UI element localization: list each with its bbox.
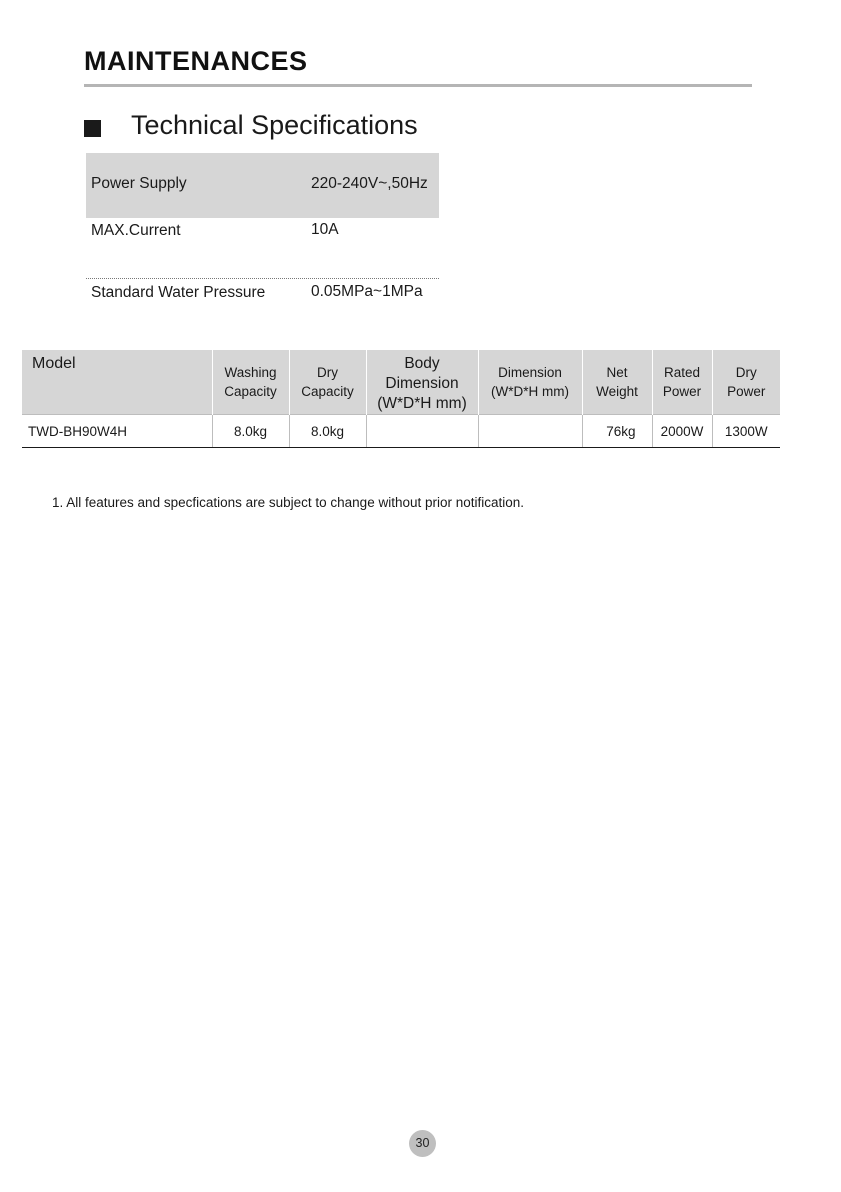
cell-net-weight: 76kg bbox=[582, 415, 652, 448]
spec-row-water-pressure bbox=[86, 278, 439, 305]
header-rated-power bbox=[652, 350, 712, 415]
cell-model: TWD-BH90W4H bbox=[22, 415, 212, 448]
spec-list bbox=[86, 153, 439, 305]
cell-dry-capacity: 8.0kg bbox=[289, 415, 366, 448]
dotted-divider bbox=[86, 278, 439, 279]
header-dry-capacity bbox=[289, 350, 366, 415]
header-label: Dimension bbox=[498, 365, 562, 380]
header-label: (W*D*H mm) bbox=[377, 395, 467, 412]
header-dimension bbox=[478, 350, 582, 415]
header-label: Dry bbox=[735, 365, 757, 380]
spec-value: 0.05MPa~1MPa bbox=[311, 283, 423, 300]
spec-label: Power Supply bbox=[91, 175, 187, 192]
header-label: Model bbox=[32, 355, 76, 372]
table-row bbox=[22, 415, 780, 448]
header-net-weight bbox=[582, 350, 652, 415]
cell-rated-power: 2000W bbox=[652, 415, 712, 448]
header-label: Dry bbox=[317, 365, 338, 380]
page-number-badge: 30 bbox=[409, 1130, 436, 1157]
cell-body-dimension bbox=[366, 415, 478, 448]
spec-value: 220-240V~,50Hz bbox=[311, 175, 428, 192]
page-title: MAINTENANCES bbox=[84, 46, 308, 76]
header-label: Power bbox=[727, 384, 766, 399]
spec-row-max-current bbox=[86, 218, 439, 278]
cell-dimension bbox=[478, 415, 582, 448]
model-spec-table bbox=[22, 350, 780, 448]
header-label: Power bbox=[662, 384, 702, 399]
cell-washing-capacity: 8.0kg bbox=[212, 415, 289, 448]
header-label: Capacity bbox=[224, 384, 277, 399]
header-label: Weight bbox=[596, 384, 638, 399]
header-label: Body Dimension bbox=[385, 355, 459, 392]
header-label: Washing bbox=[224, 365, 277, 380]
header-dry-power bbox=[712, 350, 780, 415]
table-header-row bbox=[22, 350, 780, 415]
header-label: Rated bbox=[663, 365, 701, 380]
header-label: Capacity bbox=[301, 384, 354, 399]
header-body-dimension bbox=[366, 350, 478, 415]
spec-label: MAX.Current bbox=[91, 222, 181, 239]
header-label: (W*D*H mm) bbox=[491, 384, 569, 399]
cell-dry-power: 1300W bbox=[712, 415, 780, 448]
title-divider bbox=[84, 84, 752, 87]
spec-value: 10A bbox=[311, 221, 339, 238]
section-heading: Technical Specifications bbox=[131, 110, 418, 140]
header-model bbox=[22, 350, 212, 415]
footnote: 1. All features and specfications are subject to change without prior notification. bbox=[52, 495, 525, 510]
header-washing-capacity bbox=[212, 350, 289, 415]
header-label: Net bbox=[606, 365, 628, 380]
spec-row-power-supply bbox=[86, 153, 439, 218]
section-bullet-square bbox=[84, 120, 101, 137]
spec-label: Standard Water Pressure bbox=[91, 284, 266, 301]
